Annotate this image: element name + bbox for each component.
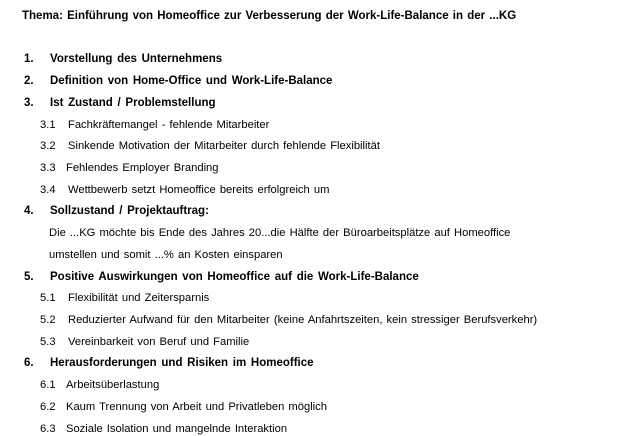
document-title: Thema: Einführung von Homeoffice zur Verbesserung der Work-Life-Balance in der ...KG xyxy=(22,10,517,22)
section-heading-1 xyxy=(24,52,222,66)
subsection-number: 6.1 xyxy=(40,379,56,391)
subsection-3-3 xyxy=(40,161,219,175)
section-number: 6. xyxy=(24,357,34,369)
subsection-label: Soziale Isolation und mangelnde Interaktion xyxy=(66,423,288,435)
subsection-label: Reduzierter Aufwand für den Mitarbeiter (keine Anfahrtszeiten, kein stressiger Berufsverkehr) xyxy=(68,314,538,326)
section-label: Herausforderungen und Risiken im Homeoffice xyxy=(50,357,314,369)
subsection-label: Fachkräftemangel - fehlende Mitarbeiter xyxy=(68,119,270,131)
subsection-6-1 xyxy=(40,378,159,392)
subsection-6-2 xyxy=(40,400,327,414)
section-heading-5 xyxy=(24,270,419,284)
subsection-6-3 xyxy=(40,422,287,436)
section-label: Positive Auswirkungen von Homeoffice auf die Work-Life-Balance xyxy=(50,271,419,283)
subsection-number: 6.2 xyxy=(40,401,56,413)
section-heading-4 xyxy=(24,204,209,218)
subsection-label: Wettbewerb setzt Homeoffice bereits erfolgreich um xyxy=(68,184,330,196)
subsection-number: 3.3 xyxy=(40,162,56,174)
section-number: 2. xyxy=(24,75,34,87)
section-heading-2 xyxy=(24,74,332,88)
subsection-number: 3.1 xyxy=(40,119,56,131)
subsection-number: 3.4 xyxy=(40,184,56,196)
section-4-paragraph-line-2: umstellen und somit ...% an Kosten einsparen xyxy=(49,249,283,261)
section-heading-3 xyxy=(24,96,216,110)
subsection-label: Flexibilität und Zeitersparnis xyxy=(68,292,210,304)
subsection-number: 3.2 xyxy=(40,140,56,152)
section-label: Sollzustand / Projektauftrag: xyxy=(50,205,209,217)
subsection-3-2 xyxy=(40,139,380,153)
subsection-5-1 xyxy=(40,291,209,305)
subsection-label: Sinkende Motivation der Mitarbeiter durch fehlende Flexibilität xyxy=(68,140,380,152)
subsection-5-3 xyxy=(40,335,249,349)
subsection-label: Fehlendes Employer Branding xyxy=(66,162,219,174)
subsection-number: 5.2 xyxy=(40,314,56,326)
section-label: Vorstellung des Unternehmens xyxy=(50,53,223,65)
subsection-label: Vereinbarkeit von Beruf und Familie xyxy=(68,336,250,348)
subsection-number: 5.3 xyxy=(40,336,56,348)
subsection-label: Kaum Trennung von Arbeit und Privatleben möglich xyxy=(66,401,327,413)
section-heading-6 xyxy=(24,356,314,370)
section-number: 5. xyxy=(24,271,34,283)
section-number: 3. xyxy=(24,97,34,109)
subsection-3-1 xyxy=(40,118,269,132)
subsection-3-4 xyxy=(40,183,329,197)
section-4-paragraph-line-1: Die ...KG möchte bis Ende des Jahres 20...die Hälfte der Büroarbeitsplätze auf Homeoffice xyxy=(49,227,511,239)
section-label: Definition von Home-Office und Work-Life-Balance xyxy=(50,75,333,87)
subsection-5-2 xyxy=(40,313,537,327)
subsection-number: 5.1 xyxy=(40,292,56,304)
section-label: Ist Zustand / Problemstellung xyxy=(50,97,216,109)
subsection-label: Arbeitsüberlastung xyxy=(66,379,160,391)
subsection-number: 6.3 xyxy=(40,423,56,435)
section-number: 1. xyxy=(24,53,34,65)
section-number: 4. xyxy=(24,205,34,217)
